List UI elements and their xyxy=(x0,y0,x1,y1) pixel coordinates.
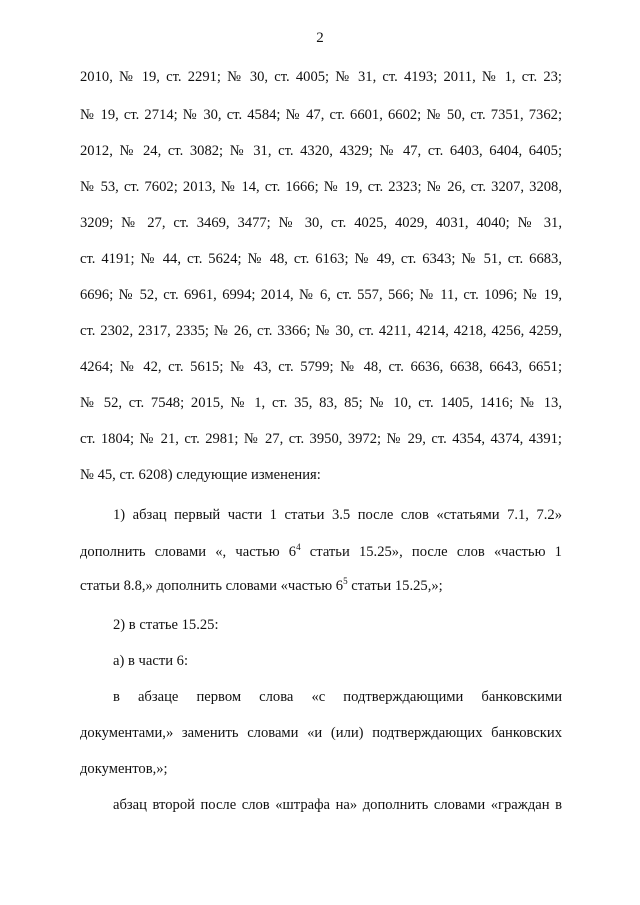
superscript: 5 xyxy=(343,576,348,586)
text-line: 6696; № 52, ст. 6961, 6994; 2014, № 6, ст. 557, 566; № 11, ст. 1096; № 19, xyxy=(80,287,562,303)
text-line: ст. 1804; № 21, ст. 2981; № 27, ст. 3950, 3972; № 29, ст. 4354, 4374, 4391; xyxy=(80,431,562,447)
item-1-text: статьи 8.8,» дополнить словами «частью 6 xyxy=(80,578,344,594)
text-line: 4264; № 42, ст. 5615; № 43, ст. 5799; № 48, ст. 6636, 6638, 6643, 6651; xyxy=(80,359,562,375)
text-line: № 52, ст. 7548; 2015, № 1, ст. 35, 83, 85; № 10, ст. 1405, 1416; № 13, xyxy=(80,395,562,411)
item-1-line-3 xyxy=(80,576,562,596)
text-line: 2012, № 24, ст. 3082; № 31, ст. 4320, 4329; № 47, ст. 6403, 6404, 6405; xyxy=(80,143,562,159)
text-line: 3209; № 27, ст. 3469, 3477; № 30, ст. 4025, 4029, 4031, 4040; № 31, xyxy=(80,215,562,231)
item-2a: а) в части 6: xyxy=(113,653,189,669)
item-1-line-2 xyxy=(80,542,562,562)
text-line: № 19, ст. 2714; № 30, ст. 4584; № 47, ст. 6601, 6602; № 50, ст. 7351, 7362; xyxy=(80,107,562,123)
page-number: 2 xyxy=(316,30,324,46)
item-1-text: дополнить словами «, частью 6 xyxy=(80,544,297,560)
item-1-text: статьи 15.25», после слов «частью 1 xyxy=(300,544,562,560)
text-line: № 45, ст. 6208) следующие изменения: xyxy=(80,467,321,483)
text-line: № 53, ст. 7602; 2013, № 14, ст. 1666; № 19, ст. 2323; № 26, ст. 3207, 3208, xyxy=(80,179,562,195)
item-2: 2) в статье 15.25: xyxy=(113,617,219,633)
text-line: ст. 4191; № 44, ст. 5624; № 48, ст. 6163; № 49, ст. 6343; № 51, ст. 6683, xyxy=(80,251,562,267)
text-line: ст. 2302, 2317, 2335; № 26, ст. 3366; № 30, ст. 4211, 4214, 4218, 4256, 4259, xyxy=(80,323,562,339)
paragraph-line: абзац второй после слов «штрафа на» дополнить словами «граждан в xyxy=(113,797,562,813)
text-line: 2010, № 19, ст. 2291; № 30, ст. 4005; № 31, ст. 4193; 2011, № 1, ст. 23; xyxy=(80,69,562,85)
item-1-text: статьи 15.25,»; xyxy=(347,578,443,594)
paragraph-line: документами,» заменить словами «и (или) подтверждающих банковских xyxy=(80,725,562,741)
paragraph-line: в абзаце первом слова «с подтверждающими банковскими xyxy=(113,689,562,705)
paragraph-line: документов,»; xyxy=(80,761,168,777)
superscript: 4 xyxy=(296,542,301,552)
item-1-line: 1) абзац первый части 1 статьи 3.5 после слов «статьями 7.1, 7.2» xyxy=(113,507,562,523)
